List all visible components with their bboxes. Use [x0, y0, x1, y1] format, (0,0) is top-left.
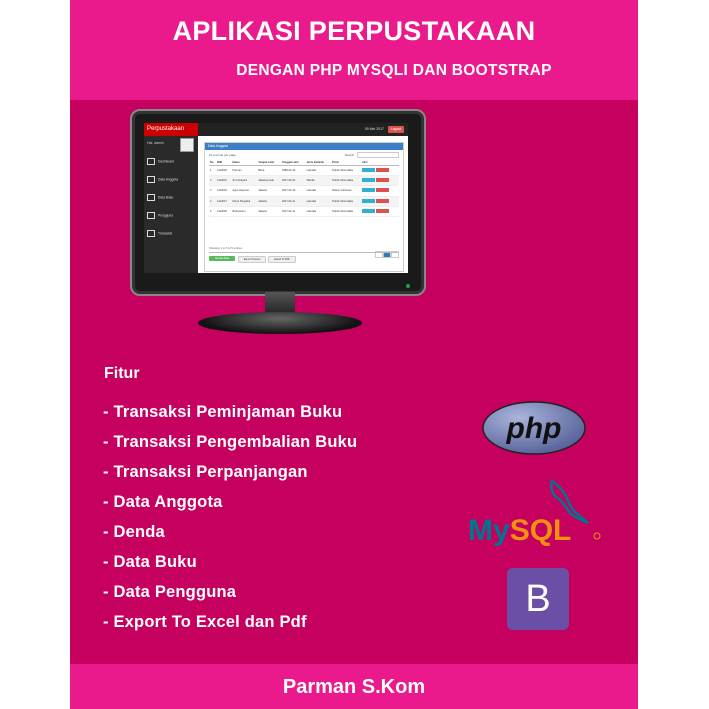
- panel-controls: [209, 153, 399, 157]
- sidebar-item-label: Data Buku: [158, 195, 174, 200]
- features-heading: Fitur: [104, 365, 140, 382]
- export-pdf-button: Export To PDF: [268, 256, 296, 263]
- edit-button: [362, 188, 375, 192]
- table-cell: Teknik Informatika: [331, 196, 361, 206]
- php-logo-text: php: [506, 412, 562, 445]
- delete-button: [376, 199, 389, 203]
- table-cell: 1989-03-10: [281, 166, 306, 176]
- app-date: 09 Mei 2017: [364, 127, 384, 131]
- book-icon: [147, 194, 155, 201]
- table-cell: Jakarta: [257, 206, 281, 216]
- sidebar-user: Hai, admin: [147, 141, 164, 145]
- cover-title: APLIKASI PERPUSTAKAAN: [172, 16, 536, 46]
- table-cell: Sri Indrayani: [231, 176, 257, 186]
- app-screenshot: [144, 123, 408, 273]
- monitor-base: [198, 312, 362, 334]
- feature-item: - Transaksi Peminjaman Buku: [103, 403, 343, 421]
- delete-button: [376, 209, 389, 213]
- sidebar-item-anggota: [147, 176, 178, 183]
- laptop-icon: [147, 176, 155, 183]
- table-actions: [361, 166, 399, 176]
- table-cell: Sistem Informasi: [331, 186, 361, 196]
- logout-button: Logout: [388, 126, 404, 133]
- delete-button: [376, 188, 389, 192]
- feature-item: - Transaksi Perpanjangan: [103, 463, 308, 481]
- edit-icon: [147, 230, 155, 237]
- data-panel: [204, 142, 404, 272]
- feature-item: - Transaksi Pengembalian Buku: [103, 433, 358, 451]
- table-cell: 2017-04-04: [281, 176, 306, 186]
- edit-button: [362, 168, 375, 172]
- table-cell: Dimol Pangaba: [231, 196, 257, 206]
- table-header-cell: Jenis Kelamin: [306, 160, 331, 166]
- table-cell: Parman: [231, 166, 257, 176]
- table-row: [209, 206, 399, 216]
- sidebar-item-transaksi: [147, 230, 172, 237]
- feature-item: - Export To Excel dan Pdf: [103, 613, 307, 631]
- sidebar-item-buku: [147, 194, 173, 201]
- table-cell: 5: [209, 206, 216, 216]
- cover-subtitle: DENGAN PHP MYSQLI DAN BOOTSTRAP: [236, 62, 552, 79]
- edit-button: [362, 209, 375, 213]
- table-header-cell: Prodi: [331, 160, 361, 166]
- table-row: [209, 196, 399, 206]
- members-table: [209, 160, 399, 217]
- add-data-button: Tambah Data: [209, 256, 235, 261]
- table-cell: Teknik Informatika: [331, 176, 361, 186]
- table-cell: Blora: [257, 166, 281, 176]
- table-cell: 2017-04-10: [281, 186, 306, 196]
- mysql-logo: [466, 477, 606, 552]
- feature-item: - Data Pengguna: [103, 583, 237, 601]
- delete-button: [376, 168, 389, 172]
- per-page-select: 10 records per page: [209, 153, 236, 157]
- table-cell: Laki-laki: [306, 206, 331, 216]
- table-header-cell: NIM: [216, 160, 231, 166]
- table-row: [209, 166, 399, 176]
- author-name: Parman S.Kom: [282, 676, 426, 698]
- table-cell: 3: [209, 186, 216, 196]
- sidebar-item-label: Data Anggota: [158, 177, 178, 182]
- table-cell: Jakarta: [257, 186, 281, 196]
- table-cell: 1112021: [216, 176, 231, 186]
- feature-item: - Data Anggota: [103, 493, 223, 511]
- table-cell: Laki-laki: [306, 166, 331, 176]
- divider: [209, 252, 399, 253]
- table-cell: 2: [209, 176, 216, 186]
- table-row: [209, 186, 399, 196]
- table-cell: Laki-laki: [306, 186, 331, 196]
- table-row: [209, 176, 399, 186]
- app-sidebar: [144, 136, 198, 273]
- table-cell: 2017-04-11: [281, 196, 306, 206]
- table-cell: Agus Haryono: [231, 186, 257, 196]
- edit-button: [362, 199, 375, 203]
- table-cell: Budiyanton: [231, 206, 257, 216]
- table-header-cell: Tempat Lahir: [257, 160, 281, 166]
- bootstrap-logo: B: [507, 568, 569, 630]
- table-header-cell: No: [209, 160, 216, 166]
- mysql-logo-text: MySQL: [468, 514, 572, 547]
- table-cell: 1112019: [216, 186, 231, 196]
- table-cell: 1112017: [216, 196, 231, 206]
- table-actions: [361, 186, 399, 196]
- table-cell: 1: [209, 166, 216, 176]
- avatar: [180, 138, 194, 152]
- feature-item: - Data Buku: [103, 553, 197, 571]
- table-actions: [361, 206, 399, 216]
- table-cell: Jakarta pusat: [257, 176, 281, 186]
- app-brand: Perpustakaan: [144, 123, 198, 136]
- header-band: [70, 0, 638, 100]
- app-navbar: [144, 123, 408, 136]
- table-cell: Teknik Informatika: [331, 166, 361, 176]
- power-led: [406, 284, 410, 288]
- table-header-cell: Nama: [231, 160, 257, 166]
- table-header-cell: Tanggal Lahir: [281, 160, 306, 166]
- sidebar-item-dashboard: [147, 158, 174, 165]
- monitor-illustration: [130, 109, 426, 296]
- table-footer-info: Showing 1 to 5 of 5 entries: [209, 246, 243, 250]
- panel-title: Data Anggota: [205, 143, 403, 150]
- sidebar-item-pengguna: [147, 212, 173, 219]
- table-cell: 1112020: [216, 166, 231, 176]
- php-logo: [482, 401, 586, 455]
- dashboard-icon: [147, 158, 155, 165]
- table-cell: 1112018: [216, 206, 231, 216]
- sidebar-item-label: Dashboard: [158, 159, 175, 164]
- table-actions: [361, 176, 399, 186]
- table-cell: 2017-04-11: [281, 206, 306, 216]
- edit-button: [362, 178, 375, 182]
- table-cell: Jakarta: [257, 196, 281, 206]
- table-cell: Teknik Informatika: [331, 206, 361, 216]
- table-actions: [361, 196, 399, 206]
- feature-item: - Denda: [103, 523, 165, 541]
- sidebar-item-label: Transaksi: [158, 231, 173, 236]
- sidebar-item-label: Pengguna: [158, 213, 174, 218]
- user-icon: [147, 212, 155, 219]
- search-label: Search:: [344, 153, 355, 157]
- table-body: [209, 166, 399, 217]
- table-header-cell: Aksi: [361, 160, 399, 166]
- search-input: [357, 152, 399, 158]
- export-excel-button: Export To Excel: [238, 256, 266, 263]
- delete-button: [376, 178, 389, 182]
- table-cell: Laki-laki: [306, 196, 331, 206]
- table-cell: Wanita: [306, 176, 331, 186]
- pagination: [375, 245, 399, 250]
- table-cell: 4: [209, 196, 216, 206]
